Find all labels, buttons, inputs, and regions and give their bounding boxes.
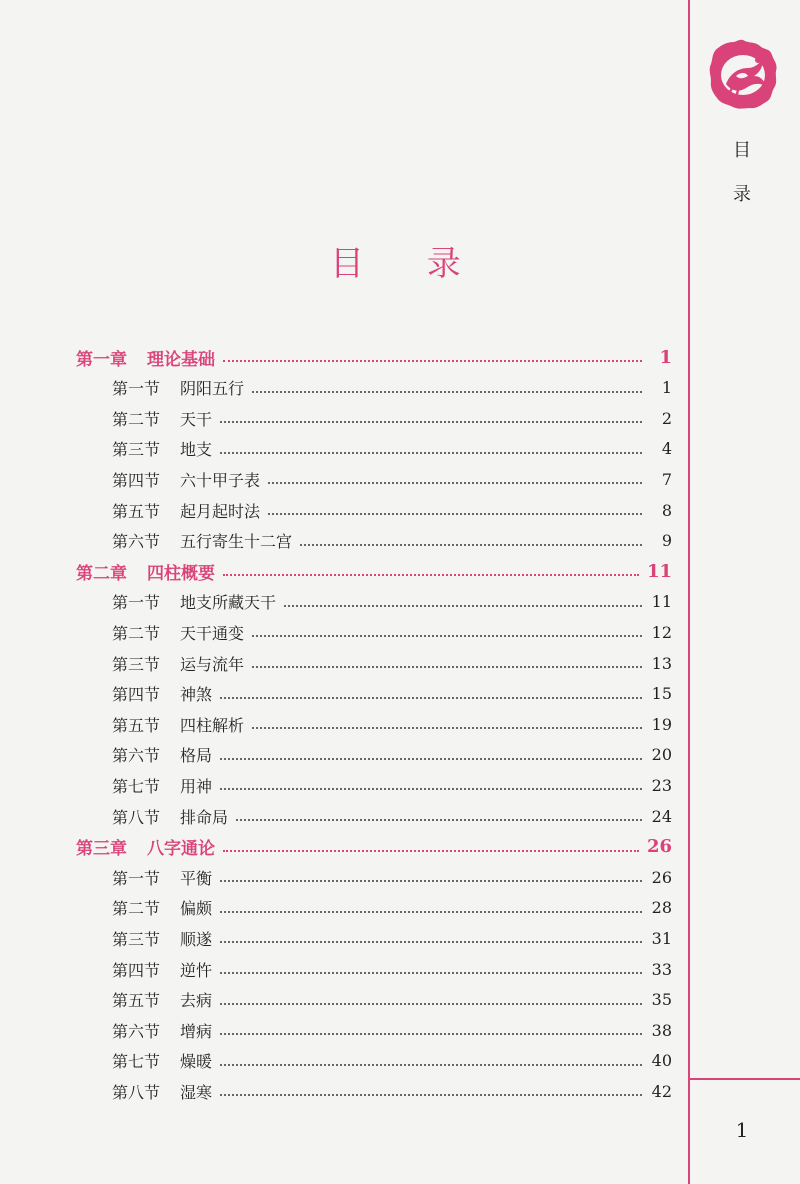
section-title: 地支 xyxy=(180,440,213,460)
section-title: 偏颇 xyxy=(180,899,213,919)
section-title: 燥暖 xyxy=(180,1052,213,1072)
dot-leader xyxy=(268,513,642,515)
page-number: 1 xyxy=(735,1118,749,1142)
section-page: 26 xyxy=(651,867,672,887)
side-title-char-2: 录 xyxy=(733,184,751,205)
section-title: 四柱解析 xyxy=(180,715,245,735)
chapter-title: 理论基础 xyxy=(147,349,215,370)
toc-section-row[interactable] xyxy=(112,679,672,709)
dot-leader xyxy=(220,421,642,423)
section-title: 用神 xyxy=(180,776,213,796)
dot-leader xyxy=(223,360,642,362)
margin-divider xyxy=(688,1078,800,1080)
section-page: 23 xyxy=(651,775,672,795)
dot-leader xyxy=(252,666,642,668)
chapter-number: 第二章 xyxy=(76,563,127,584)
chapter-page: 11 xyxy=(646,560,672,582)
chapter-number: 第三章 xyxy=(76,839,127,860)
section-title: 平衡 xyxy=(180,868,213,888)
section-number: 第一节 xyxy=(112,593,161,613)
phoenix-seal-icon xyxy=(708,38,778,110)
dot-leader xyxy=(220,758,642,760)
toc-section-row[interactable] xyxy=(112,495,672,525)
section-title: 阴阳五行 xyxy=(180,379,245,399)
section-title: 逆忤 xyxy=(180,960,213,980)
toc-section-row[interactable] xyxy=(112,1076,672,1106)
section-page: 7 xyxy=(661,469,672,489)
section-page: 38 xyxy=(651,1020,672,1040)
section-number: 第一节 xyxy=(112,379,161,399)
chapter-page: 1 xyxy=(659,346,672,368)
section-page: 2 xyxy=(661,408,672,428)
section-page: 35 xyxy=(651,990,672,1010)
section-number: 第八节 xyxy=(112,1082,161,1102)
margin-rule xyxy=(688,0,690,1184)
section-title: 神煞 xyxy=(180,685,213,705)
section-number: 第一节 xyxy=(112,868,161,888)
section-page: 11 xyxy=(651,592,672,612)
dot-leader xyxy=(220,1033,642,1035)
toc-section-row[interactable] xyxy=(112,648,672,678)
toc-section-row[interactable] xyxy=(112,434,672,464)
toc-section-row[interactable] xyxy=(112,954,672,984)
dot-leader xyxy=(220,880,642,882)
chapter-page: 26 xyxy=(646,836,672,858)
section-number: 第六节 xyxy=(112,1021,161,1041)
section-title: 地支所藏天干 xyxy=(180,593,277,613)
dot-leader xyxy=(220,452,642,454)
section-page: 4 xyxy=(661,439,672,459)
dot-leader xyxy=(252,391,642,393)
section-number: 第四节 xyxy=(112,470,161,490)
chapter-title: 四柱概要 xyxy=(147,563,215,584)
section-page: 15 xyxy=(651,684,672,704)
section-number: 第三节 xyxy=(112,440,161,460)
section-title: 排命局 xyxy=(180,807,229,827)
chapter-title: 八字通论 xyxy=(147,839,215,860)
toc-section-row[interactable] xyxy=(112,617,672,647)
section-page: 24 xyxy=(651,806,672,826)
section-number: 第四节 xyxy=(112,960,161,980)
dot-leader xyxy=(220,1094,642,1096)
toc-chapter-row[interactable] xyxy=(76,342,672,372)
section-number: 第六节 xyxy=(112,746,161,766)
section-page: 1 xyxy=(661,378,672,398)
dot-leader xyxy=(268,482,642,484)
section-number: 第五节 xyxy=(112,991,161,1011)
dot-leader xyxy=(252,635,642,637)
dot-leader xyxy=(220,911,642,913)
dot-leader xyxy=(220,1003,642,1005)
side-title-char-1: 目 xyxy=(733,140,751,161)
section-title: 运与流年 xyxy=(180,654,245,674)
section-page: 28 xyxy=(651,898,672,918)
section-page: 8 xyxy=(661,500,672,520)
chapter-number: 第一章 xyxy=(76,349,127,370)
toc-section-row[interactable] xyxy=(112,1046,672,1076)
dot-leader xyxy=(223,574,639,576)
section-number: 第七节 xyxy=(112,1052,161,1072)
dot-leader xyxy=(300,544,642,546)
section-page: 13 xyxy=(651,653,672,673)
section-title: 顺遂 xyxy=(180,929,213,949)
section-number: 第八节 xyxy=(112,807,161,827)
dot-leader xyxy=(220,941,642,943)
toc-section-row[interactable] xyxy=(112,923,672,953)
section-title: 五行寄生十二宫 xyxy=(180,532,293,552)
dot-leader xyxy=(252,727,642,729)
section-title: 湿寒 xyxy=(180,1082,213,1102)
section-number: 第四节 xyxy=(112,685,161,705)
section-title: 增病 xyxy=(180,1021,213,1041)
dot-leader xyxy=(284,605,642,607)
section-page: 42 xyxy=(651,1081,672,1101)
section-page: 20 xyxy=(651,745,672,765)
dot-leader xyxy=(220,788,642,790)
toc-section-row[interactable] xyxy=(112,801,672,831)
section-number: 第五节 xyxy=(112,501,161,521)
dot-leader xyxy=(220,697,642,699)
section-number: 第五节 xyxy=(112,715,161,735)
toc-section-row[interactable] xyxy=(112,1015,672,1045)
dot-leader xyxy=(236,819,642,821)
section-page: 33 xyxy=(651,959,672,979)
section-page: 31 xyxy=(651,928,672,948)
toc-section-row[interactable] xyxy=(112,709,672,739)
dot-leader xyxy=(223,850,639,852)
section-title: 格局 xyxy=(180,746,213,766)
section-number: 第六节 xyxy=(112,532,161,552)
section-number: 第七节 xyxy=(112,776,161,796)
toc-section-row[interactable] xyxy=(112,403,672,433)
section-number: 第三节 xyxy=(112,929,161,949)
toc-section-row[interactable] xyxy=(112,526,672,556)
dot-leader xyxy=(220,1064,642,1066)
toc-section-row[interactable] xyxy=(112,770,672,800)
section-page: 12 xyxy=(651,622,672,642)
section-number: 第二节 xyxy=(112,623,161,643)
toc-section-row[interactable] xyxy=(112,740,672,770)
toc-chapter-row[interactable] xyxy=(76,556,672,586)
toc-section-row[interactable] xyxy=(112,862,672,892)
section-title: 天干通变 xyxy=(180,623,245,643)
section-page: 9 xyxy=(661,531,672,551)
section-title: 天干 xyxy=(180,409,213,429)
section-title: 去病 xyxy=(180,991,213,1011)
toc-section-row[interactable] xyxy=(112,893,672,923)
section-title: 六十甲子表 xyxy=(180,470,261,490)
toc-section-row[interactable] xyxy=(112,587,672,617)
section-number: 第二节 xyxy=(112,899,161,919)
section-page: 19 xyxy=(651,714,672,734)
toc-section-row[interactable] xyxy=(112,464,672,494)
section-number: 第二节 xyxy=(112,409,161,429)
toc-chapter-row[interactable] xyxy=(76,832,672,862)
section-page: 40 xyxy=(651,1051,672,1071)
section-title: 起月起时法 xyxy=(180,501,261,521)
toc-section-row[interactable] xyxy=(112,373,672,403)
page-title: 目 录 xyxy=(330,244,487,284)
dot-leader xyxy=(220,972,642,974)
toc-section-row[interactable] xyxy=(112,985,672,1015)
section-number: 第三节 xyxy=(112,654,161,674)
